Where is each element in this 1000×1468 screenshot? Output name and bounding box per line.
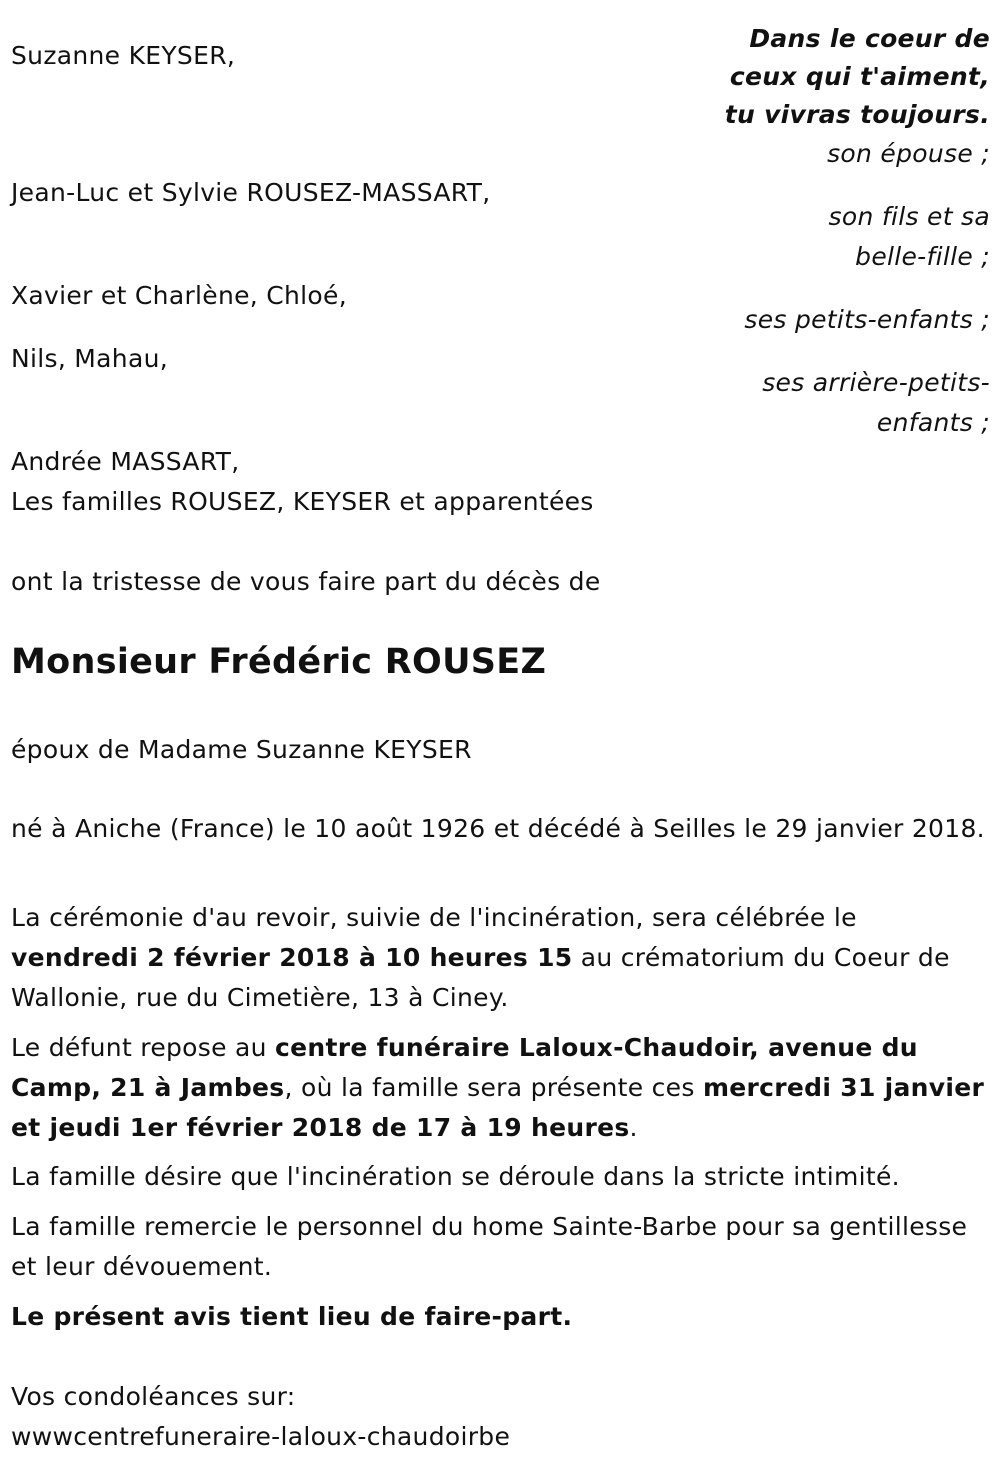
role-great-line-1: ses arrière-petits- — [762, 368, 990, 397]
rest-place: centre funéraire Laloux-Chaudoir, avenue du Camp, 21 à Jambes — [11, 1033, 918, 1102]
family-andree: Andrée MASSART, — [11, 447, 240, 476]
intro-text: ont la tristesse de vous faire part du décès de — [11, 567, 601, 596]
thanks-text: La famille remercie le personnel du home Sainte-Barbe pour sa gentillesse et leur dévouement. — [11, 1212, 968, 1281]
role-great-line-2: enfants ; — [876, 408, 990, 437]
family-son: Jean-Luc et Sylvie ROUSEZ-MASSART, — [11, 178, 491, 207]
family-grandchildren: Xavier et Charlène, Chloé, — [11, 281, 347, 310]
rest-paragraph — [11, 1028, 986, 1148]
ceremony-text-1: La cérémonie d'au revoir, suivie de l'incinération, sera célébrée le — [11, 903, 857, 932]
condolences-label: Vos condoléances sur: — [11, 1382, 296, 1411]
intimacy-text: La famille désire que l'incinération se déroule dans la stricte intimité. — [11, 1162, 900, 1191]
family-spouse: Suzanne KEYSER, — [11, 41, 236, 70]
role-son-line-2: belle-fille ; — [855, 242, 990, 271]
ceremony-paragraph — [11, 898, 986, 1018]
notice-text: Le présent avis tient lieu de faire-part. — [11, 1302, 573, 1331]
quote-line-2: ceux qui t'aiment, — [729, 62, 990, 91]
rest-text-3: . — [629, 1113, 638, 1142]
family-relatives: Les familles ROUSEZ, KEYSER et apparentées — [11, 487, 594, 516]
rest-text-2: , où la famille sera présente ces — [284, 1073, 703, 1102]
family-great-grandchildren: Nils, Mahau, — [11, 344, 168, 373]
condolences-url: wwwcentrefuneraire-laloux-chaudoirbe — [11, 1422, 511, 1451]
rest-text-1: Le défunt repose au — [11, 1033, 276, 1062]
ceremony-text-2: au crématorium du Coeur de Wallonie, rue du Cimetière, 13 à Ciney. — [11, 943, 950, 1012]
spouse-of-text: époux de Madame Suzanne KEYSER — [11, 735, 472, 764]
quote-line-3: tu vivras toujours. — [724, 100, 990, 129]
birth-death-text: né à Aniche (France) le 10 août 1926 et décédé à Seilles le 29 janvier 2018. — [11, 814, 985, 843]
role-spouse: son épouse ; — [827, 139, 990, 168]
ceremony-date: vendredi 2 février 2018 à 10 heures 15 — [11, 943, 573, 972]
role-grandchildren: ses petits-enfants ; — [744, 305, 990, 334]
rest-dates: mercredi 31 janvier et jeudi 1er février 2018 de 17 à 19 heures — [11, 1073, 985, 1142]
quote-line-1: Dans le coeur de — [749, 24, 990, 53]
role-son-line-1: son fils et sa — [828, 202, 990, 231]
deceased-name: Monsieur Frédéric ROUSEZ — [11, 642, 547, 682]
